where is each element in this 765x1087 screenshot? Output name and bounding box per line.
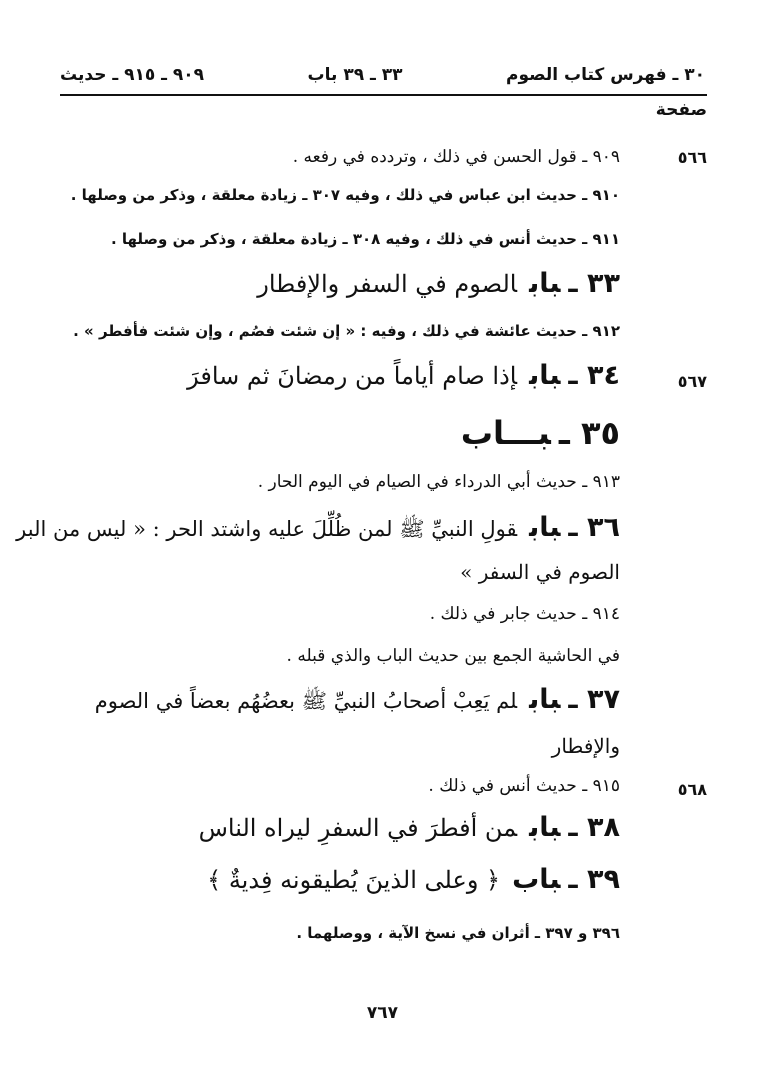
chapter-number: ٣٥ ـ	[558, 414, 620, 452]
index-entry: ٩١٠ ـ حديث ابن عباس في ذلك ، وفيه ٣٠٧ ـ زيادة معلقة ، وذكر من وصلها .	[70, 186, 620, 204]
index-entry: ٩١٤ ـ حديث جابر في ذلك .	[429, 604, 620, 624]
chapter-title: قولِ النبيِّ ﷺ لمن ظُلِّلَ عليه واشتد الحر : « ليس من البر	[16, 517, 518, 541]
chapter-number: ٣٦ ـ	[568, 512, 620, 543]
page-number: ٧٦٧	[366, 1003, 399, 1023]
header-hadith-range: ٩٠٩ ـ ٩١٥ ـ حديث	[60, 65, 205, 85]
chapter-heading	[16, 512, 620, 547]
page-ref: ٥٦٧	[677, 372, 707, 391]
running-header	[60, 58, 705, 92]
chapter-title: لم يَعِبْ أصحابُ النبيِّ ﷺ بعضُهُم بعضاً في الصوم	[94, 689, 518, 713]
chapter-keyword: بـــاب	[460, 414, 551, 452]
chapter-heading	[58, 864, 620, 895]
index-entry: ٣٩٦ و ٣٩٧ ـ أثران في نسخ الآية ، ووصلهما .	[296, 924, 620, 942]
chapter-title: من أفطرَ في السفرِ ليراه الناس	[198, 814, 518, 842]
index-entry: ٩١٣ ـ حديث أبي الدرداء في الصيام في اليوم الحار .	[257, 472, 620, 492]
index-entry: ٩٠٩ ـ قول الحسن في ذلك ، وتردده في رفعه .	[292, 147, 620, 167]
chapter-heading	[58, 812, 620, 843]
chapter-number: ٣٨ ـ	[568, 812, 620, 843]
chapter-keyword: باب	[529, 684, 561, 715]
chapter-title: الصوم في السفر والإفطار	[257, 270, 518, 298]
chapter-heading	[58, 268, 620, 299]
header-section-range: ٣٣ ـ ٣٩ باب	[307, 65, 403, 85]
chapter-number: ٣٧ ـ	[568, 684, 620, 715]
chapter-keyword: باب	[512, 864, 561, 895]
chapter-title: ﴿ وعلى الذينَ يُطيقونه فِديةٌ ﴾	[207, 866, 501, 894]
chapter-title-continued: والإفطار	[551, 734, 620, 758]
chapter-heading	[58, 414, 620, 452]
header-rule	[60, 94, 707, 96]
index-entry: ٩١٥ ـ حديث أنس في ذلك .	[428, 776, 620, 796]
page-ref: ٥٦٦	[677, 148, 707, 167]
chapter-heading	[58, 684, 620, 719]
chapter-keyword: باب	[529, 812, 561, 843]
page-column-label: صفحة	[655, 100, 707, 120]
index-entry: ٩١٢ ـ حديث عائشة في ذلك ، وفيه : « إن شئت فصُم ، وإن شئت فأفطر » .	[73, 322, 620, 340]
chapter-keyword: باب	[529, 512, 561, 543]
chapter-keyword: باب	[529, 268, 561, 299]
chapter-number: ٣٤ ـ	[568, 360, 620, 391]
chapter-keyword: باب	[529, 360, 561, 391]
chapter-title: إذا صام أياماً من رمضانَ ثم سافرَ	[187, 362, 518, 390]
chapter-title-continued: الصوم في السفر »	[460, 560, 620, 584]
chapter-number: ٣٣ ـ	[568, 268, 620, 299]
index-entry: ٩١١ ـ حديث أنس في ذلك ، وفيه ٣٠٨ ـ زيادة معلقة ، وذكر من وصلها .	[110, 230, 620, 248]
chapter-number: ٣٩ ـ	[568, 864, 620, 895]
header-chapter-title: ٣٠ ـ فهرس كتاب الصوم	[505, 65, 705, 85]
page-ref: ٥٦٨	[677, 780, 707, 799]
chapter-heading	[58, 360, 620, 391]
margin-note: في الحاشية الجمع بين حديث الباب والذي قبله .	[286, 646, 620, 666]
